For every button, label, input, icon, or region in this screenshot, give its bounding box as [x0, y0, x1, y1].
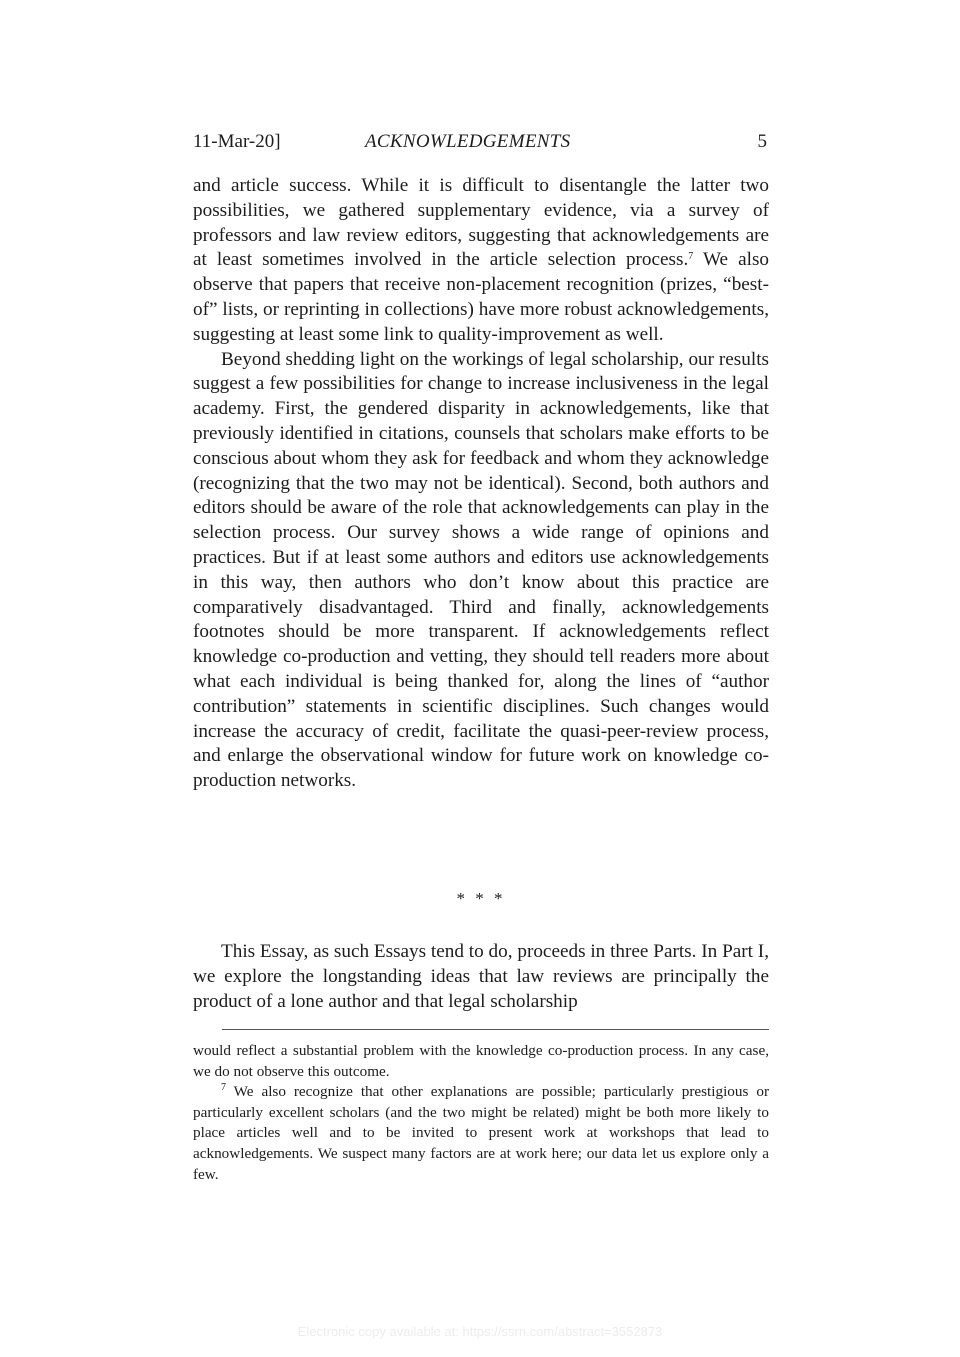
paragraph-3: This Essay, as such Essays tend to do, proceeds in three Parts. In Part I, we explore the longstanding ideas that law reviews are principally the product of a lone author and that legal scholarship [193, 941, 769, 1012]
main-text [193, 174, 769, 794]
ssrn-footer-watermark: Electronic copy available at: https://ssrn.com/abstract=3552873 [297, 1324, 663, 1339]
page-number: 5 [757, 131, 767, 152]
footnote-divider [222, 1029, 769, 1030]
footnote-7-number: 7 [221, 1082, 226, 1094]
footnote-7 [193, 1082, 769, 1185]
footnote-7-text: We also recognize that other explanations are possible; particularly prestigious or particularly excellent scholars (and the two might be related) might be both more likely to place articles well and to be invited to present work at workshops that lead to acknowledgements. We suspect many factors are at work here; our data let us explore only a few. [193, 1083, 769, 1183]
header-date: 11-Mar-20] [193, 131, 281, 152]
footnote-ref-7[interactable]: 7 [688, 251, 694, 263]
section-separator: * * * [456, 889, 506, 908]
paragraph-1 [193, 174, 769, 348]
paragraph-2: Beyond shedding light on the workings of legal scholarship, our results suggest a few possibilities for change to increase inclusiveness in the legal academy. First, the gendered disparity in acknowledgements, like that previously identified in citations, counsels that scholars make efforts to be conscious about whom they ask for feedback and whom they acknowledge (recognizing that the two may not be identical). Second, both authors and editors should be aware of the role that acknowledgements can play in the selection process. Our survey shows a wide range of opinions and practices. But if at least some authors and editors use acknowledgements in this way, then authors who don’t know about this practice are comparatively disadvantaged. Third and finally, acknowledgements footnotes should be more transparent. If acknowledgements reflect knowledge co-production and vetting, they should tell readers more about what each individual is being thanked for, along the lines of “author contribution” statements in scientific disciplines. Such changes would increase the accuracy of credit, facilitate the quasi-peer-review process, and enlarge the observational window for future work on knowledge co-production networks. [193, 348, 769, 792]
running-head [193, 131, 769, 157]
main-text-continued [193, 940, 769, 1014]
header-title: ACKNOWLEDGEMENTS [365, 131, 571, 152]
footnotes [193, 1041, 769, 1185]
footnote-continued: would reflect a substantial problem with the knowledge co-production process. In any case, we do not observe this outcome. [193, 1042, 769, 1080]
paragraph-1-continuation: We also observe that papers that receive non-placement recognition (prizes, “best-of” lists, or reprinting in collections) have more robust acknowledgements, suggesting at least some link to quality-improvement as well. [193, 249, 770, 345]
paragraph-1-text: and article success. While it is difficult to disentangle the latter two possibilities, we gathered supplementary evidence, via a survey of professors and law review editors, suggesting that acknowledgements are at least sometimes involved in the article selection process. [193, 175, 769, 271]
